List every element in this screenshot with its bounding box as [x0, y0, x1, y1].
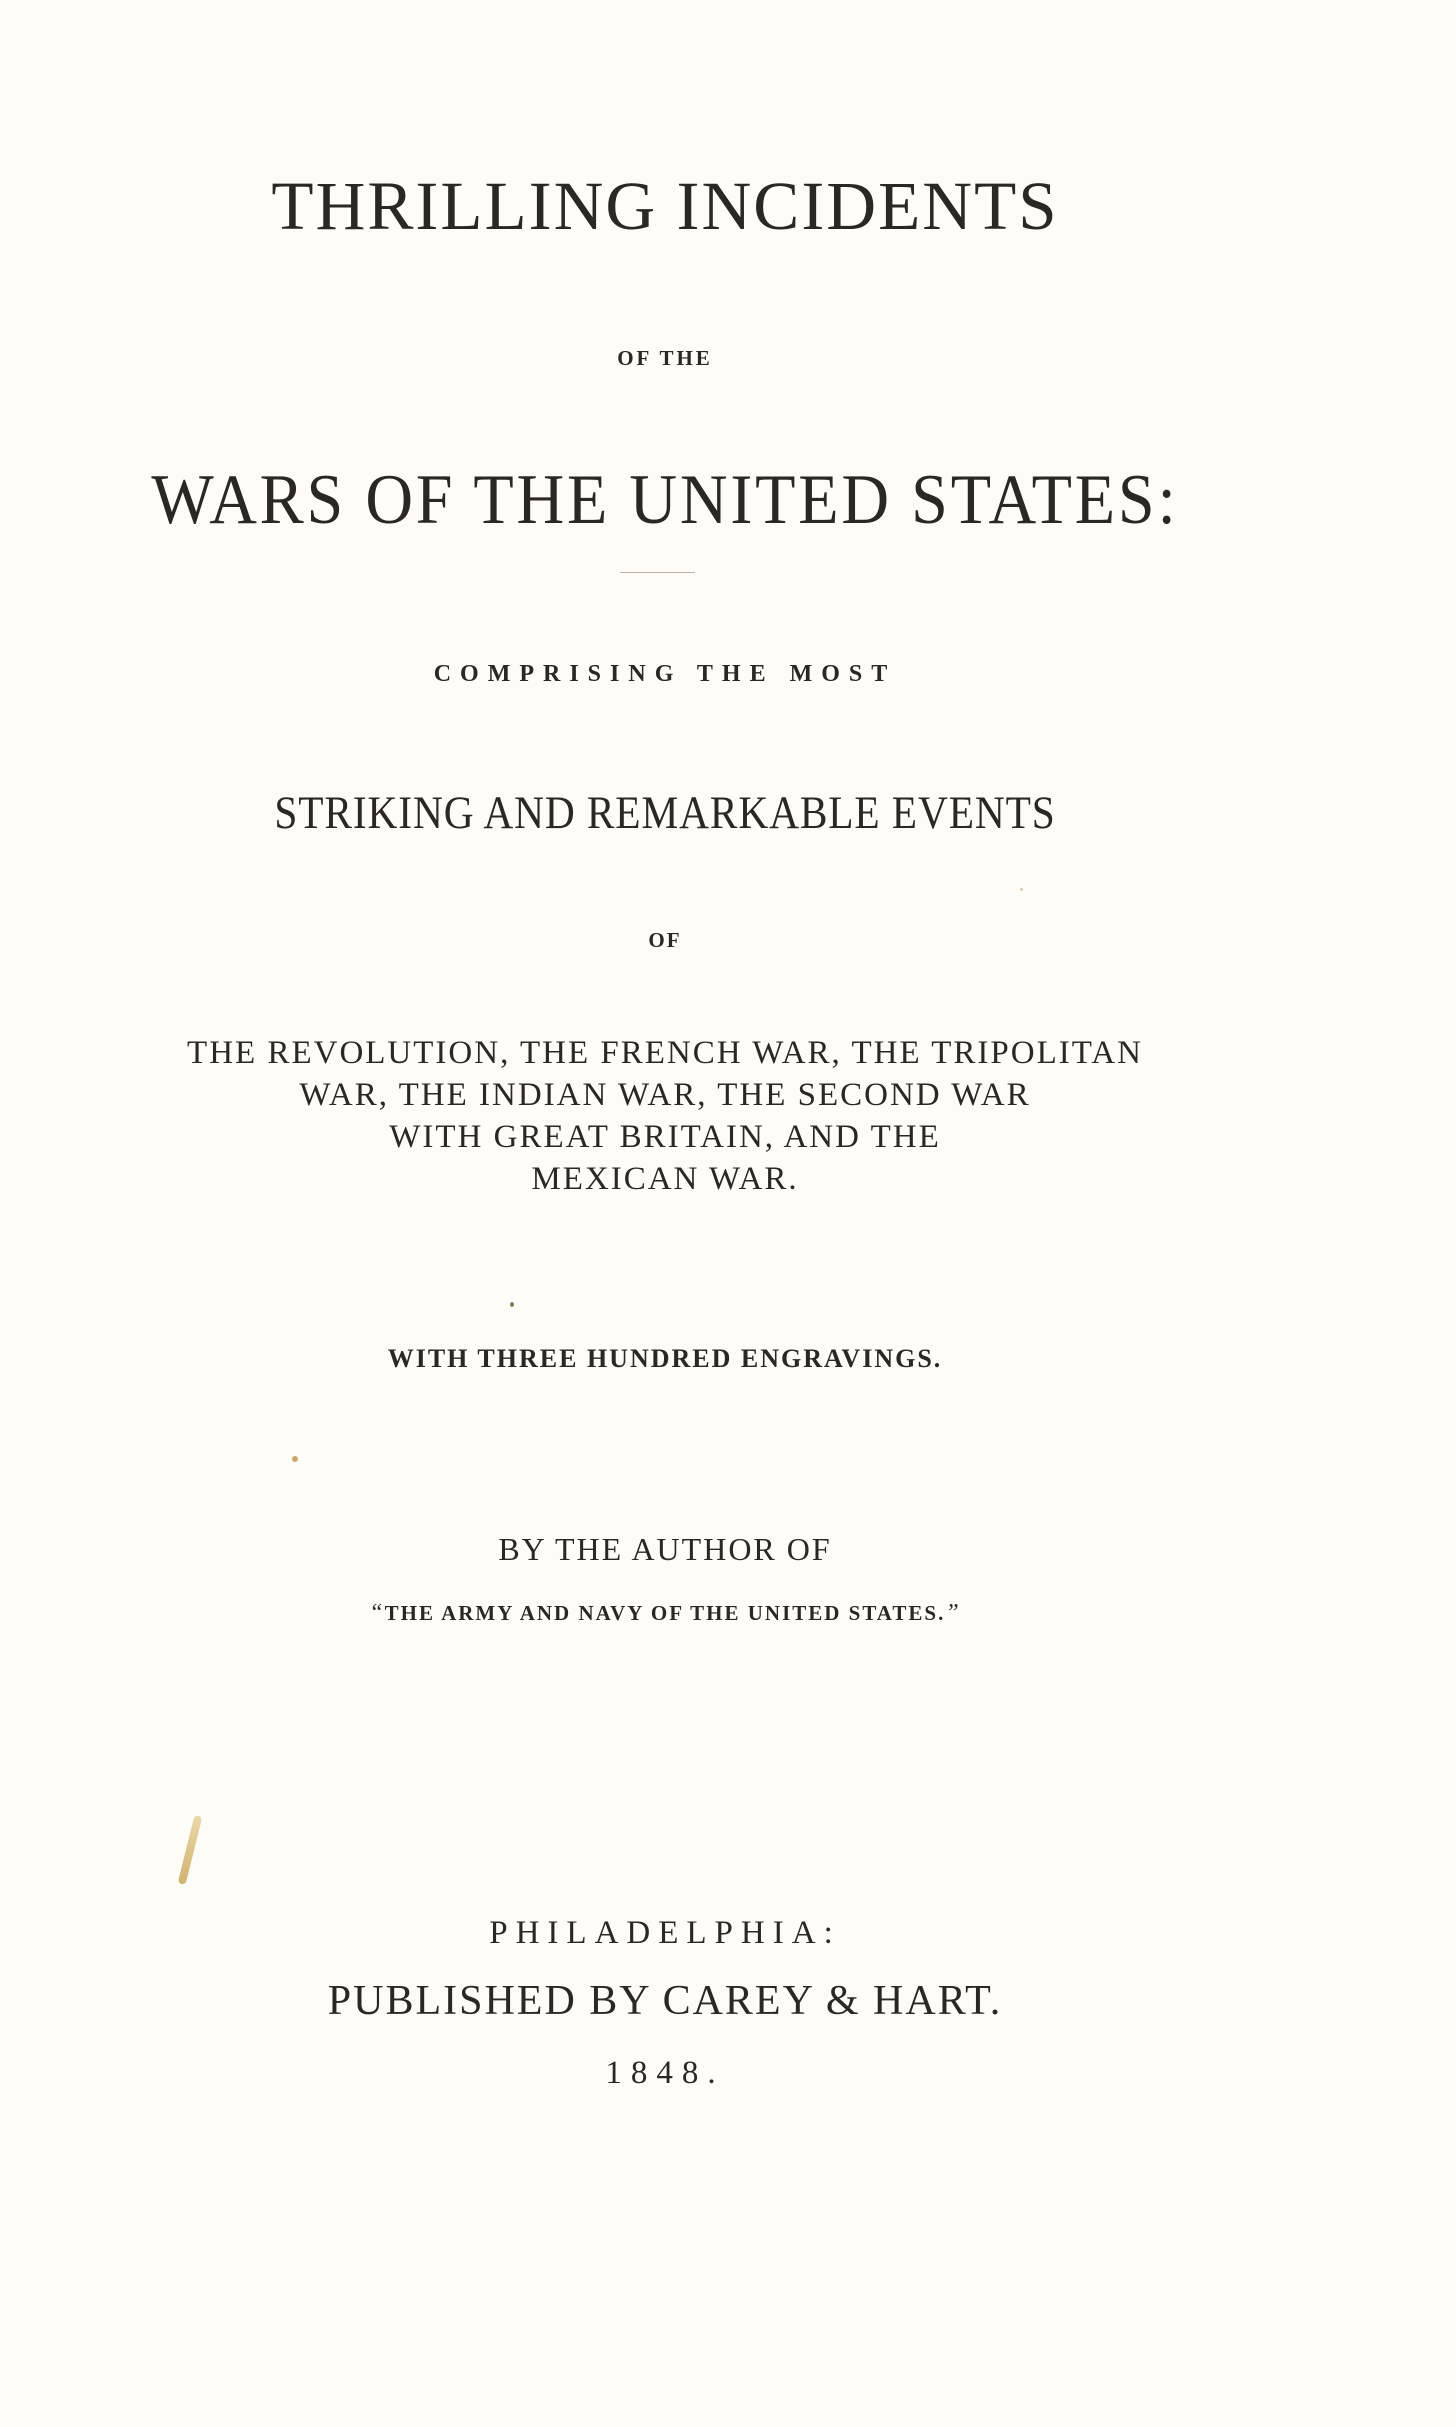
wars-list-line: THE REVOLUTION, THE FRENCH WAR, THE TRIPOLITAN — [187, 1035, 1143, 1071]
previous-work-title — [0, 1601, 1330, 1625]
previous-work-text: THE ARMY AND NAVY OF THE UNITED STATES. — [384, 1601, 946, 1625]
engravings-line: WITH THREE HUNDRED ENGRAVINGS. — [387, 1344, 943, 1373]
paper-speck — [292, 1456, 298, 1462]
wars-list-line: WITH GREAT BRITAIN, AND THE — [389, 1119, 941, 1155]
author-line: BY THE AUTHOR OF — [498, 1531, 832, 1567]
open-quote: “ — [369, 1600, 385, 1626]
comprising-line: COMPRISING THE MOST — [433, 661, 897, 687]
paper-stain — [178, 1815, 203, 1885]
wars-list-line: WAR, THE INDIAN WAR, THE SECOND WAR — [299, 1077, 1031, 1113]
close-quote: ” — [945, 1600, 961, 1626]
book-subtitle: WARS OF THE UNITED STATES: — [151, 461, 1179, 539]
of-line: OF — [648, 928, 682, 952]
paper-speck — [510, 1302, 514, 1307]
book-title: THRILLING INCIDENTS — [271, 168, 1059, 244]
publication-year: 1848. — [605, 2055, 725, 2091]
paper-speck — [1020, 888, 1023, 891]
wars-list-line: MEXICAN WAR. — [531, 1161, 799, 1197]
title-rule — [620, 572, 695, 573]
publication-city: PHILADELPHIA: — [489, 1915, 841, 1951]
title-connector: OF THE — [617, 346, 713, 370]
wars-list — [0, 1032, 1330, 1200]
striking-events-line: STRIKING AND REMARKABLE EVENTS — [274, 787, 1056, 839]
publisher-line: PUBLISHED BY CAREY & HART. — [327, 1978, 1003, 2024]
